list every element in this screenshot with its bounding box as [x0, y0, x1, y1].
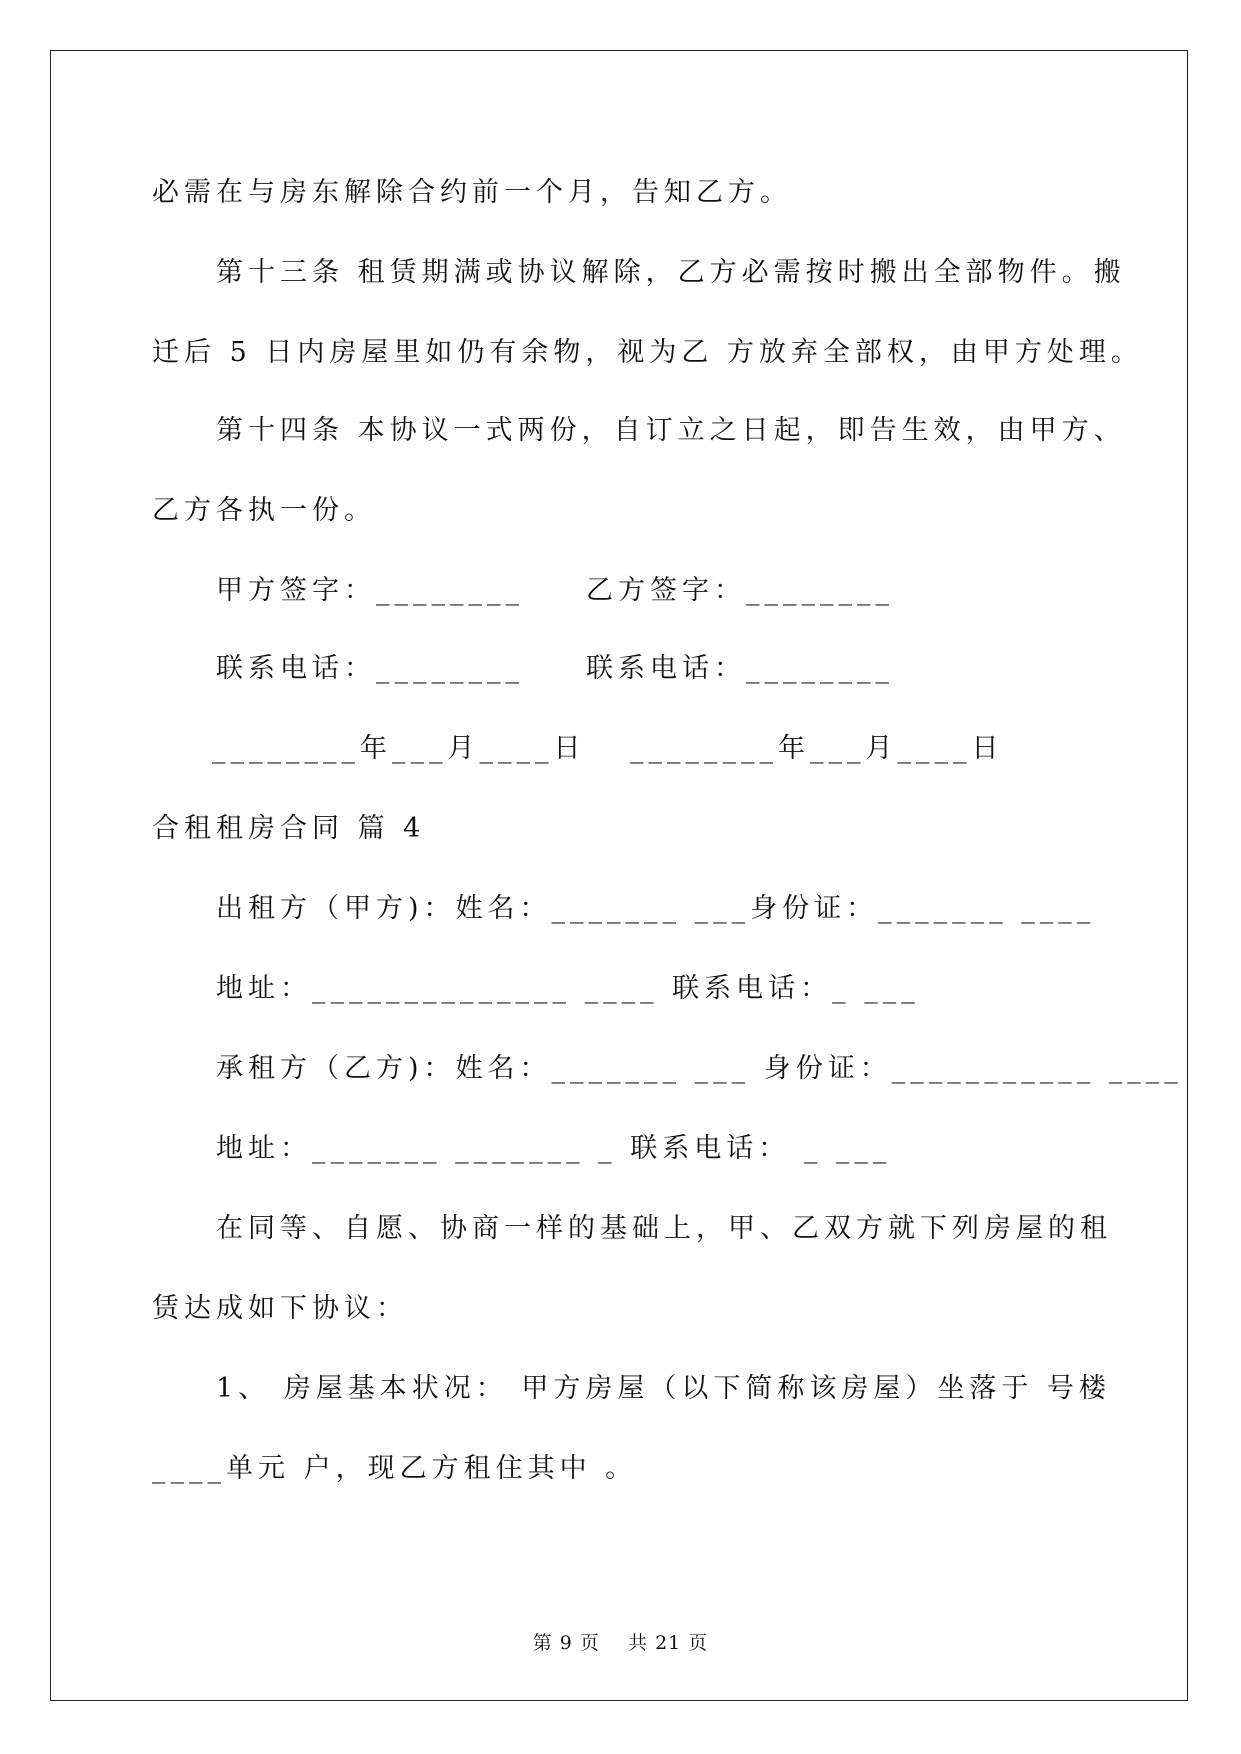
section-title: 合租租房合同 篇 4: [152, 813, 426, 844]
lessee-address: 地址：_______ _______ _ 联系电话： _ ___: [216, 1133, 892, 1164]
item-1: 1、 房屋基本状况： 甲方房屋（以下简称该房屋）坐落于 号楼: [216, 1373, 1111, 1404]
party-a-phone: 联系电话：________: [216, 653, 524, 684]
lessor-info: 出租方（甲方)：姓名：_______ ___身份证：_______ ____: [216, 893, 1096, 924]
clause-14: 第十四条 本协议一式两份，自订立之日起，即告生效，由甲方、: [216, 415, 1126, 446]
text-line: 乙方各执一份。: [152, 495, 376, 526]
text-line: 必需在与房东解除合约前一个月，告知乙方。: [152, 177, 792, 208]
lessor-address: 地址：______________ ____ 联系电话：_ ___: [216, 973, 920, 1004]
party-b-date: ________年___月____日: [630, 733, 1004, 764]
clause-13: 第十三条 租赁期满或协议解除，乙方必需按时搬出全部物件。搬: [216, 257, 1126, 288]
text-line: 迁后 5 日内房屋里如仍有余物，视为乙 方放弃全部权，由甲方处理。: [152, 337, 1143, 368]
text-line: 在同等、自愿、协商一样的基础上，甲、乙双方就下列房屋的租: [216, 1213, 1112, 1244]
text-line: ____单元 户，现乙方租住其中 。: [152, 1453, 638, 1484]
party-b-signature: 乙方签字：________: [586, 575, 894, 606]
lessee-info: 承租方（乙方)：姓名：_______ ___ 身份证：___________ ____: [216, 1053, 1183, 1084]
page-number: 第 9 页 共 21 页: [532, 1632, 709, 1654]
party-a-date: ________年___月____日: [212, 733, 586, 764]
text-line: 赁达成如下协议：: [152, 1293, 408, 1324]
party-b-phone: 联系电话：________: [586, 653, 894, 684]
party-a-signature: 甲方签字：________: [216, 575, 524, 606]
